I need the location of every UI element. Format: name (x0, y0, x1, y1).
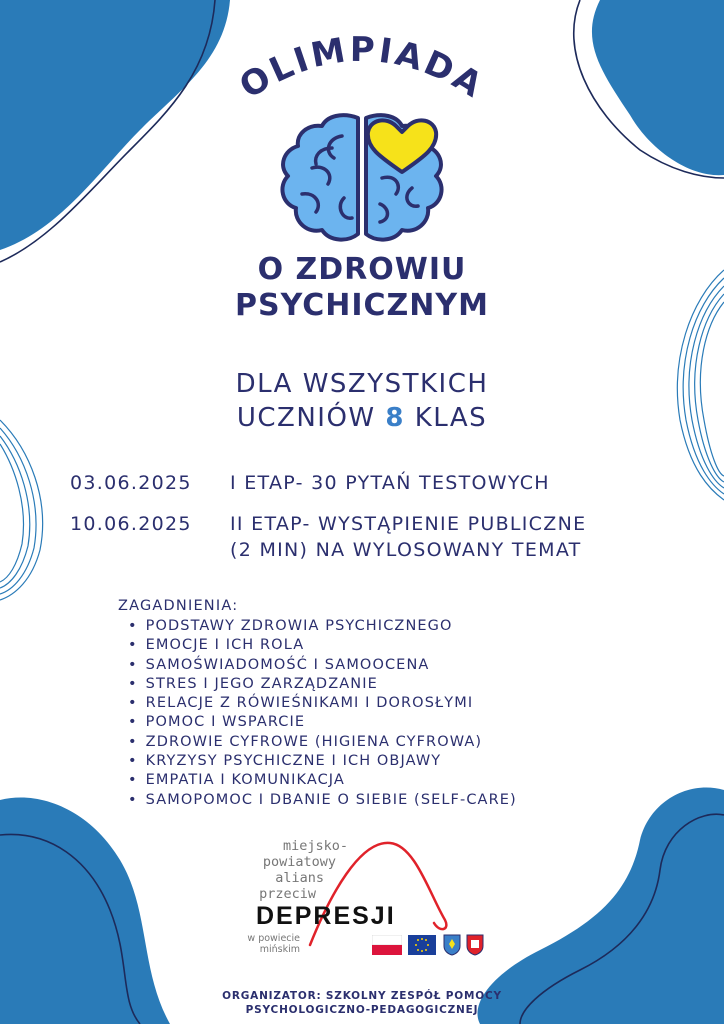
audience-suffix: KLAS (404, 403, 488, 433)
topic-item: • SAMOPOMOC I DBANIE O SIEBIE (SELF-CARE) (128, 791, 517, 810)
title-line-2: PSYCHICZNYM (235, 288, 489, 323)
topic-item: • SAMOŚWIADOMOŚĆ I SAMOOCENA (128, 656, 517, 675)
organizer-line-1: ORGANIZATOR: SZKOLNY ZESPÓŁ POMOCY (222, 990, 502, 1002)
topic-item: • EMPATIA I KOMUNIKACJA (128, 771, 517, 790)
stage-1-date: 03.06.2025 (70, 472, 192, 494)
logo-sub-line-2: mińskim (259, 944, 300, 955)
stage-2-date: 10.06.2025 (70, 513, 192, 535)
svg-text:OLIMPIADA (233, 30, 492, 107)
poland-flag-icon (372, 935, 402, 955)
topic-item: • KRYZYSY PSYCHICZNE I ICH OBJAWY (128, 752, 517, 771)
topic-item: • RELACJE Z RÓWIEŚNIKAMI I DOROSŁYMI (128, 694, 517, 713)
stage-1-text: I ETAP- 30 PYTAŃ TESTOWYCH (230, 472, 550, 494)
topic-item: • POMOC I WSPARCIE (128, 713, 517, 732)
logo-text-line-4: przeciw (259, 886, 316, 902)
audience-prefix: UCZNIÓW (236, 403, 386, 433)
topics-heading: ZAGADNIENIA: (118, 598, 239, 614)
stage-2-text-line-1: II ETAP- WYSTĄPIENIE PUBLICZNE (230, 513, 587, 535)
audience-line-1: DLA WSZYSTKICH (235, 369, 489, 399)
topic-item: • EMOCJE I ICH ROLA (128, 636, 517, 655)
topic-item: • PODSTAWY ZDROWIA PSYCHICZNEGO (128, 617, 517, 636)
logo-main-text: DEPRESJI (256, 902, 396, 930)
logo-text-line-1: miejsko- (282, 838, 348, 854)
logo-sub-line-1: w powiecie (247, 933, 300, 944)
stage-2-text-line-2: (2 MIN) NA WYLOSOWANY TEMAT (230, 539, 582, 561)
topic-item: • STRES I JEGO ZARZĄDZANIE (128, 675, 517, 694)
audience-line-2 (0, 402, 724, 434)
brain-heart-icon (272, 108, 452, 248)
title-line-1: O ZDROWIU (257, 252, 467, 287)
olimpiada-text: OLIMPIADA (232, 29, 492, 107)
grade-number: 8 (385, 403, 405, 433)
topic-item: • ZDROWIE CYFROWE (HIGIENA CYFROWA) (128, 733, 517, 752)
eu-flag-icon (408, 935, 436, 955)
logo-text-line-3: alians (275, 870, 324, 886)
county-coat-of-arms-icon (443, 934, 461, 956)
city-coat-of-arms-icon (466, 934, 484, 956)
organizer-line-2: PSYCHOLOGICZNO-PEDAGOGICZNEJ (245, 1004, 479, 1016)
logo-text-line-2: powiatowy (262, 854, 336, 870)
topics-list (128, 617, 517, 810)
